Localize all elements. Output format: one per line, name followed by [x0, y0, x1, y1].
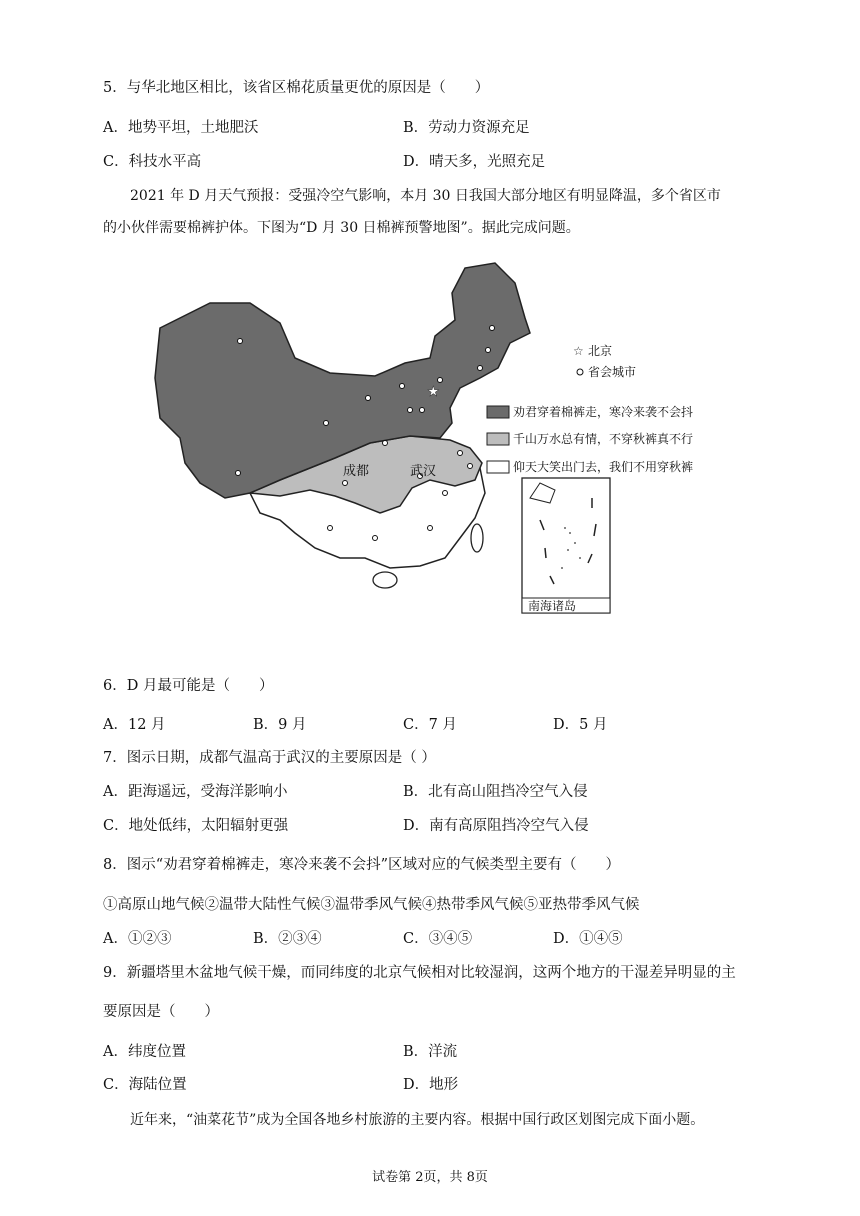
legend-capital: 省会城市	[588, 365, 637, 379]
q9-option-a: A．纬度位置	[103, 1044, 186, 1060]
legend-beijing: 北京	[588, 344, 613, 358]
q9-option-b: B．洋流	[403, 1044, 458, 1060]
q7-stem: 7．图示日期，成都气温高于武汉的主要原因是（ ）	[103, 750, 436, 766]
q9-option-c: C．海陆位置	[103, 1077, 187, 1093]
q7-option-b: B．北有高山阻挡冷空气入侵	[403, 784, 588, 800]
legend-swatch-gray	[487, 433, 509, 445]
city-label-chengdu: 成都	[343, 464, 370, 479]
intro-line-1: 2021 年 D 月天气预报：受强冷空气影响，本月 30 日我国大部分地区有明显降温，多个省区市	[130, 188, 721, 204]
legend-swatch-white	[487, 461, 509, 473]
q5-option-a: A．地势平坦，土地肥沃	[103, 120, 259, 136]
q8-option-a: A．①②③	[103, 931, 172, 947]
q6-option-c: C．7 月	[403, 717, 457, 733]
q5-option-b: B．劳动力资源充足	[403, 120, 530, 136]
city-label-wuhan: 武汉	[410, 464, 437, 479]
q6-option-a: A．12 月	[103, 717, 166, 733]
legend-capital-dot	[577, 369, 583, 375]
q9-option-d: D．地形	[403, 1077, 459, 1093]
q8-option-d: D．①④⑤	[553, 931, 623, 947]
intro-line-2: 的小伙伴需要棉裤护体。下图为“D 月 30 日棉裤预警地图”。据此完成问题。	[103, 220, 580, 236]
q7-option-c: C．地处低纬，太阳辐射更强	[103, 818, 289, 834]
taiwan-island	[471, 524, 483, 552]
q8-option-b: B．②③④	[253, 931, 322, 947]
legend-zone-white: 仰天大笑出门去，我们不用穿秋裤	[513, 460, 694, 474]
legend-zone-dark: 劝君穿着棉裤走，寒冷来袭不会抖	[513, 405, 694, 419]
q8-sub-list: ①高原山地气候②温带大陆性气候③温带季风气候④热带季风气候⑤亚热带季风气候	[103, 897, 640, 913]
beijing-star-icon: ★	[427, 384, 440, 400]
inset-label: 南海诸岛	[528, 599, 577, 613]
hainan-island	[373, 572, 397, 588]
q7-option-d: D．南有高原阻挡冷空气入侵	[403, 818, 589, 834]
q7-option-a: A．距海遥远，受海洋影响小	[103, 784, 288, 800]
q6-option-b: B．9 月	[253, 717, 307, 733]
intro-next-section: 近年来，“油菜花节”成为全国各地乡村旅游的主要内容。根据中国行政区划图完成下面小题。	[130, 1112, 705, 1128]
q8-stem: 8．图示“劝君穿着棉裤走，寒冷来袭不会抖”区域对应的气候类型主要有（ ）	[103, 857, 621, 873]
q5-option-d: D．晴天多，光照充足	[403, 154, 546, 170]
cotton-pants-warning-map	[130, 258, 730, 618]
q9-stem-line-1: 9．新疆塔里木盆地气候干燥，而同纬度的北京气候相对比较湿润，这两个地方的干湿差异明显的主	[103, 965, 736, 981]
q6-stem: 6．D 月最可能是（ ）	[103, 678, 274, 694]
legend-swatch-dark	[487, 406, 509, 418]
legend-zone-gray: 千山万水总有情，不穿秋裤真不行	[513, 432, 694, 446]
legend-star-icon: ☆	[573, 344, 584, 358]
page-footer: 试卷第 2页，共 8页	[372, 1170, 488, 1185]
q6-option-d: D．5 月	[553, 717, 608, 733]
q9-stem-line-2: 要原因是（ ）	[103, 1004, 219, 1020]
q8-option-c: C．③④⑤	[403, 931, 473, 947]
q5-stem: 5．与华北地区相比，该省区棉花质量更优的原因是（ ）	[103, 80, 490, 96]
q5-option-c: C．科技水平高	[103, 154, 202, 170]
